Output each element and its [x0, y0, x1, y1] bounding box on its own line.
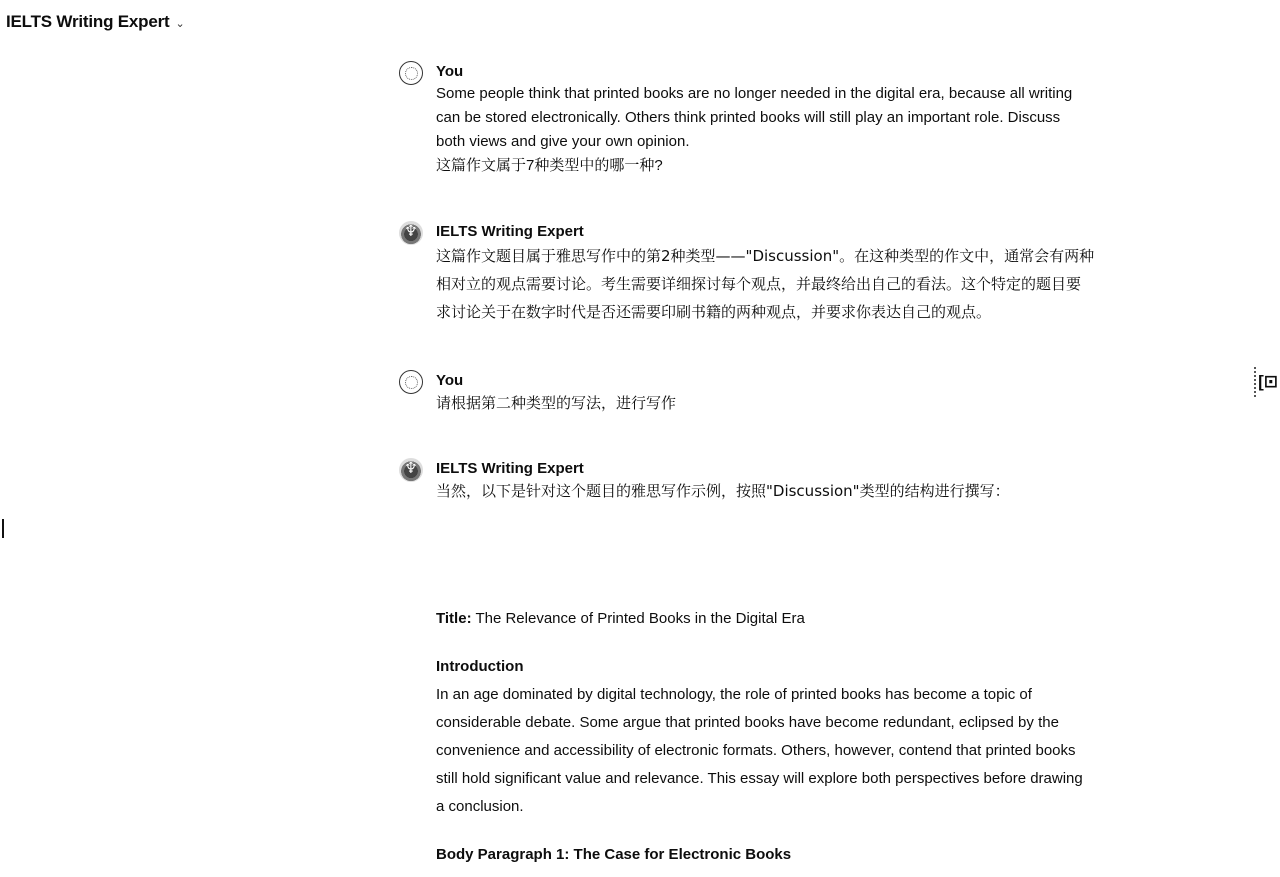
message-author: IELTS Writing Expert [436, 460, 584, 477]
message-assistant-2 [399, 458, 1131, 503]
message-assistant-1 [399, 221, 1131, 326]
gpt-avatar-icon [399, 458, 423, 482]
chevron-down-icon: ⌄ [175, 17, 185, 30]
message-author: IELTS Writing Expert [436, 223, 584, 240]
message-text [436, 479, 1131, 503]
essay-title-label: Title: [436, 610, 472, 627]
essay-line: still hold significant value and relevance. This essay will explore both perspectives before drawing [436, 770, 1083, 787]
essay-line: convenience and accessibility of electronic formats. Others, however, contend that printed books [436, 742, 1076, 759]
side-tool-icon[interactable]: [⊡ [1254, 367, 1280, 397]
message-line: 相对立的观点需要讨论。考生需要详细探讨每个观点，并最终给出自己的看法。这个特定的题目要 [436, 275, 1082, 293]
message-line: 当然，以下是针对这个题目的雅思写作示例，按照"Discussion"类型的结构进行撰写： [436, 482, 1010, 500]
message-line: 请根据第二种类型的写法，进行写作 [436, 394, 677, 412]
message-line: 这篇作文题目属于雅思写作中的第2种类型——"Discussion"。在这种类型的作文中，通常会有两种 [436, 247, 1095, 265]
essay [436, 605, 1136, 869]
message-line: Some people think that printed books are no longer needed in the digital era, because all writing [436, 85, 1073, 102]
user-avatar-icon [399, 61, 423, 85]
message-text [436, 391, 1131, 415]
message-text [436, 82, 1131, 178]
message-line: 这篇作文属于7种类型中的哪一种? [436, 157, 663, 174]
gpt-switcher[interactable] [6, 12, 185, 32]
intro-heading-text: Introduction [436, 658, 524, 675]
essay-title-text: The Relevance of Printed Books in the Digital Era [471, 610, 805, 627]
essay-body1-heading [436, 841, 1136, 869]
gpt-avatar-icon [399, 221, 423, 245]
message-user-2 [399, 370, 1131, 415]
message-text [436, 242, 1131, 326]
message-user-1 [399, 61, 1131, 178]
text-cursor [2, 519, 4, 538]
essay-intro-heading [436, 653, 1136, 681]
user-avatar-icon [399, 370, 423, 394]
body1-heading-text: Body Paragraph 1: The Case for Electronic Books [436, 846, 792, 863]
essay-line: a conclusion. [436, 798, 524, 815]
message-line: both views and give your own opinion. [436, 133, 690, 150]
message-author: You [436, 372, 464, 389]
essay-line: considerable debate. Some argue that printed books have become redundant, eclipsed by the [436, 714, 1059, 731]
message-line: 求讨论关于在数字时代是否还需要印刷书籍的两种观点，并要求你表达自己的观点。 [436, 303, 992, 321]
essay-intro-paragraph [436, 681, 1136, 821]
gpt-title: IELTS Writing Expert [6, 12, 170, 31]
message-author: You [436, 63, 464, 80]
essay-title [436, 605, 1136, 633]
essay-line: In an age dominated by digital technology, the role of printed books has become a topic of [436, 686, 1032, 703]
message-line: can be stored electronically. Others think printed books will still play an important role. Discuss [436, 109, 1061, 126]
